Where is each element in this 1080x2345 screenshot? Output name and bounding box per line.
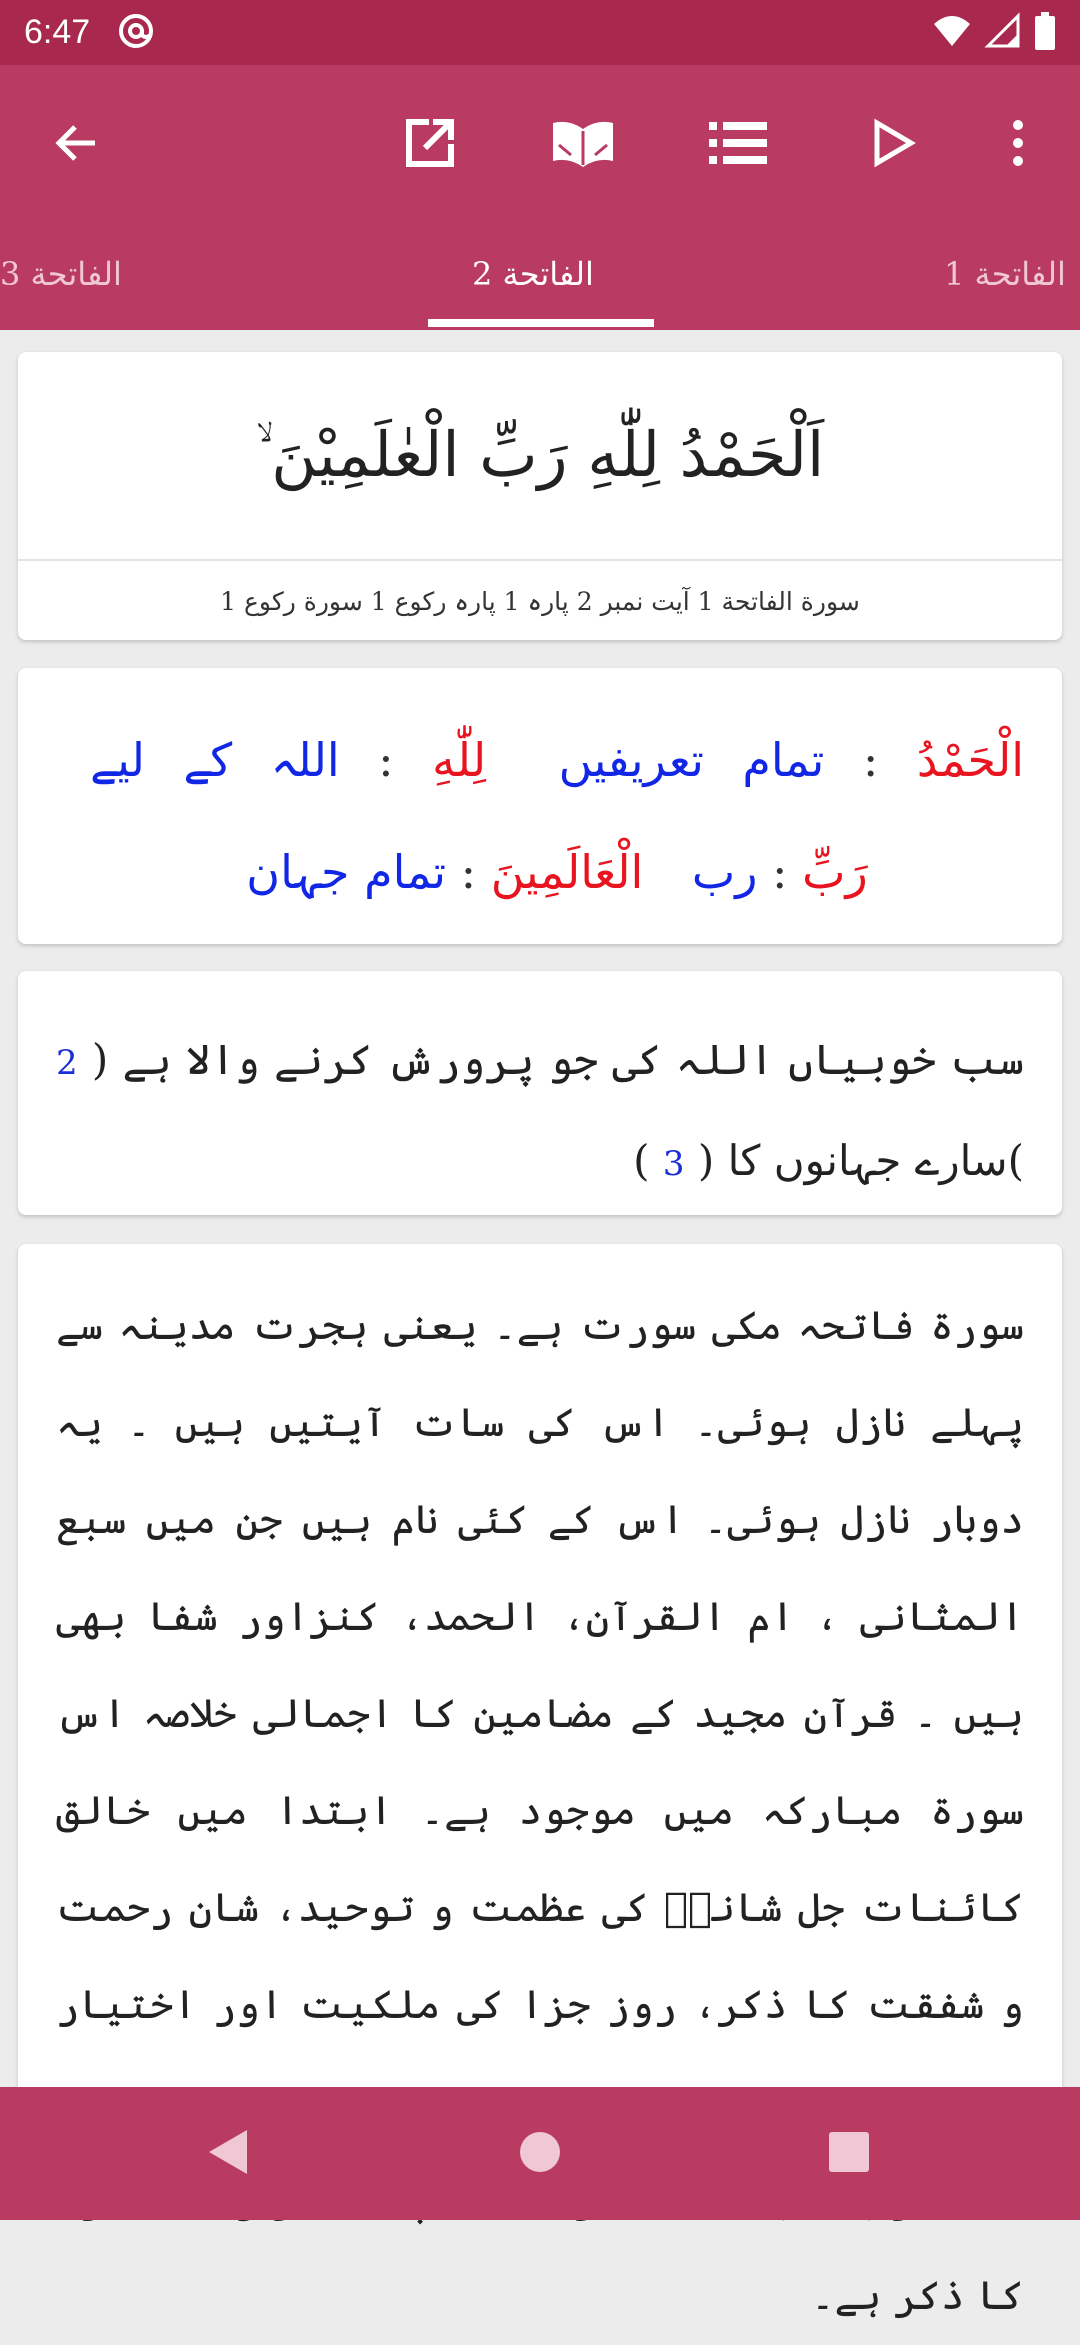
battery-icon [1034, 12, 1056, 54]
verse-card [18, 352, 1062, 640]
word-pair: الْحَمْدُ : تمام تعریفیں [558, 733, 1025, 787]
tafseer-text: سورۃ فاتحہ مکی سورت ہے۔ یعنی ہجرت مدینہ سے پہلے نازل ہوئی۔ اس کی سات آیتیں ہیں ۔ یہ دوبار نازل ہوئی۔ اس کے کئی نام ہیں جن میں سبع المثانی ، ام القرآن، الحمد، کنزاور شفا بھی ہیں ۔ قرآن مجید کے مضامین کا اجمالی خلاصہ اس سورۃ مبارکہ میں موجود ہے۔ ابتدا میں خالق کائنات جل شانہٗ کی عظمت و توحید، شان رحمت و شفقت کا ذکر، روز جزا کی ملکیت اور اختیار کا ذکر ہے۔ [56, 1303, 1024, 2319]
back-arrow-icon [51, 118, 101, 172]
word-pair: رَبِّ : رب [691, 845, 868, 899]
verse-info: سورة الفاتحة 1 آیت نمبر 2 پارہ 1 پارہ رکوع 1 سورة رکوع 1 [220, 586, 860, 616]
reading-mode-button[interactable] [543, 105, 623, 185]
play-button[interactable] [852, 105, 932, 185]
play-icon [867, 118, 917, 172]
divider [18, 559, 1062, 561]
arabic-verse: اَلْحَمْدُ لِلّٰهِ رَبِّ الْعٰلَمِیْنَ ۙ [255, 417, 825, 491]
arabic-word: لِلّٰهِ [432, 733, 487, 787]
share-external-icon [401, 114, 459, 176]
at-sign-icon [116, 11, 156, 55]
more-vert-icon [1011, 119, 1025, 171]
urdu-meaning: رب [691, 845, 758, 899]
status-time: 6:47 [24, 13, 91, 51]
nav-home-button[interactable] [503, 2117, 577, 2191]
index-list-button[interactable] [698, 105, 778, 185]
word-by-word-card [18, 668, 1062, 944]
signal-icon [986, 14, 1020, 52]
nav-recents-icon [828, 2131, 870, 2177]
arabic-word: الْعَالَمِينَ [490, 845, 644, 899]
tafseer-card [18, 1244, 1062, 2319]
urdu-meaning: اللہ کے لیے [90, 733, 340, 787]
status-bar [0, 0, 1080, 65]
list-icon [709, 120, 767, 170]
open-book-icon [551, 115, 615, 175]
urdu-translation: سب خوبیاں اللہ کی جو پرورش کرنے والا ہے ( 2 )سارے جہانوں کا ( 3 ) [56, 1035, 1024, 1185]
nav-home-icon [518, 2130, 562, 2178]
footnote-link[interactable]: 2 [56, 1043, 78, 1083]
app-bar [0, 65, 1080, 330]
nav-back-button[interactable] [190, 2117, 264, 2191]
translation-card [18, 971, 1062, 1215]
footnote-link[interactable]: 3 [662, 1144, 685, 1184]
share-button[interactable] [390, 105, 470, 185]
word-pair: لِلّٰهِ : اللہ کے لیے [90, 733, 487, 787]
arabic-word: رَبِّ [802, 845, 868, 899]
more-options-button[interactable] [978, 105, 1058, 185]
toolbar [0, 65, 1080, 225]
word-pair: الْعَالَمِينَ : تمام جہان [246, 845, 644, 899]
nav-recents-button[interactable] [812, 2117, 886, 2191]
active-tab-indicator [428, 319, 654, 327]
content-scroll[interactable] [0, 330, 1080, 2319]
tab-al-fatiha-1[interactable]: الفاتحة 1 [944, 255, 1066, 293]
system-nav-bar [0, 2087, 1080, 2220]
word-by-word [56, 704, 1024, 928]
tab-al-fatiha-2[interactable]: الفاتحة 2 [472, 255, 594, 293]
back-button[interactable] [36, 105, 116, 185]
wifi-icon [932, 14, 972, 52]
urdu-meaning: تمام تعریفیں [558, 733, 825, 787]
urdu-meaning: تمام جہان [246, 845, 446, 899]
nav-back-icon [205, 2128, 249, 2180]
tab-al-fatiha-3[interactable]: الفاتحة 3 [0, 255, 122, 293]
arabic-word: الْحَمْدُ [916, 733, 1025, 787]
